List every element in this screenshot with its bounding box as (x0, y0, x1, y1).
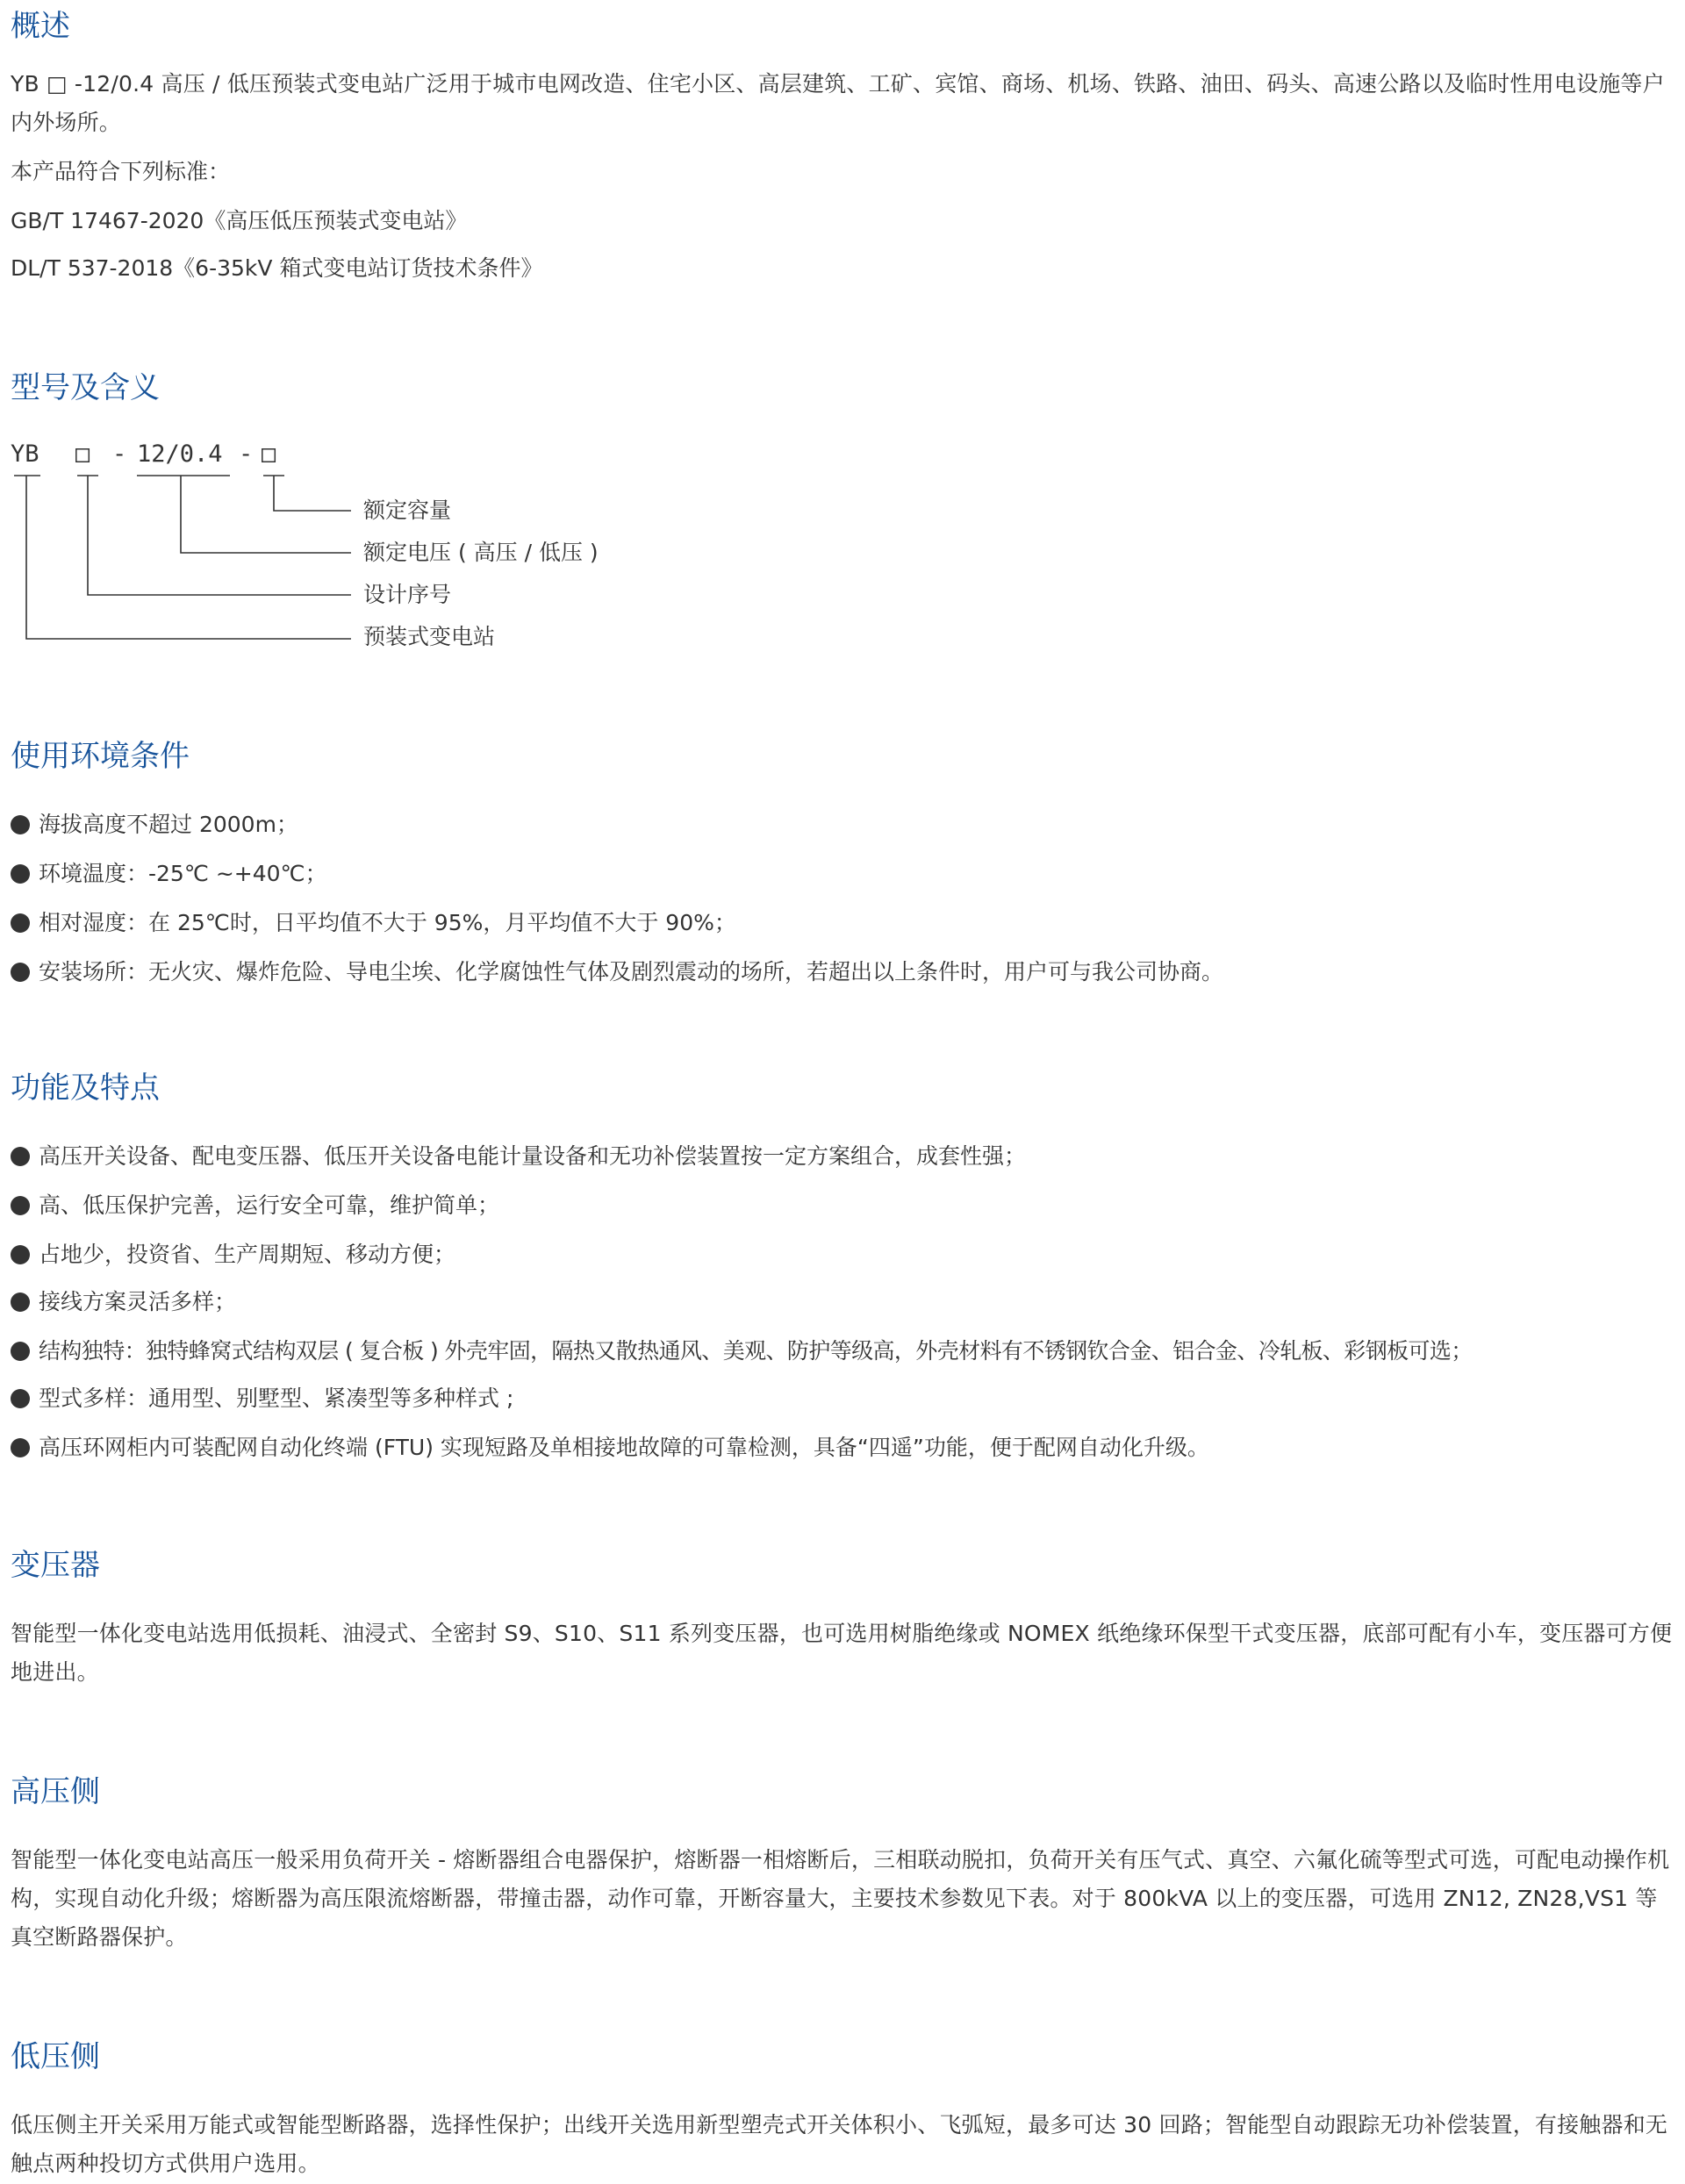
overview-heading: 概述 (11, 9, 70, 44)
bullet-dot-icon (11, 1438, 30, 1457)
feature-item-text: 高压环网柜内可装配网自动化终端 (FTU) 实现短路及单相接地故障的可靠检测，具备“四遥”功能，便于配网自动化升级。 (39, 1435, 1209, 1460)
overview-description: YB □ -12/0.4 高压 / 低压预装式变电站广泛用于城市电网改造、住宅小区、高层建筑、工矿、宾馆、商场、机场、铁路、油田、码头、高速公路以及临时性用电设施等户内外场所。 (11, 71, 1665, 135)
standard-item: DL/T 537-2018《6-35kV 箱式变电站订货技术条件》 (11, 255, 543, 281)
label-design-number: 设计序号 (363, 582, 452, 607)
feature-item-text: 高、低压保护完善，运行安全可靠，维护简单； (39, 1192, 500, 1218)
environment-item-text: 环境温度：-25℃ ~+40℃； (39, 861, 327, 886)
environment-item (11, 855, 327, 893)
feature-item (11, 1283, 236, 1321)
environment-item-text: 相对湿度：在 25℃时，日平均值不大于 95%，月平均值不大于 90%； (39, 910, 736, 935)
bullet-dot-icon (11, 1196, 30, 1215)
feature-item-text: 占地少，投资省、生产周期短、移动方便； (39, 1242, 456, 1267)
bullet-dot-icon (11, 864, 30, 884)
high-voltage-heading: 高压侧 (11, 1774, 100, 1809)
bullet-dot-icon (11, 815, 30, 834)
feature-item-text: 型式多样：通用型、别墅型、紧凑型等多种样式 ; (39, 1386, 514, 1411)
standard-item: GB/T 17467-2020《高压低压预装式变电站》 (11, 208, 468, 233)
feature-item-text: 结构独特：独特蜂窝式结构双层 ( 复合板 ) 外壳牢固，隔热又散热通风、美观、防护等级高，外壳材料有不锈钢钦合金、铝合金、冷轧板、彩钢板可选； (39, 1338, 1473, 1364)
model-heading: 型号及含义 (11, 370, 160, 405)
model-meaning-diagram (0, 465, 369, 649)
bullet-dot-icon (11, 1245, 30, 1264)
bullet-dot-icon (11, 1292, 30, 1312)
environment-heading: 使用环境条件 (11, 739, 190, 774)
environment-item-text: 安装场所：无火灾、爆炸危险、导电尘埃、化学腐蚀性气体及剧烈震动的场所，若超出以上条件时，用户可与我公司协商。 (39, 959, 1224, 985)
label-rated-voltage: 额定电压 ( 高压 / 低压 ) (363, 540, 599, 565)
features-heading: 功能及特点 (11, 1071, 160, 1106)
model-code-dash: - (239, 440, 254, 468)
low-voltage-heading: 低压侧 (11, 2039, 100, 2074)
feature-item (11, 1186, 499, 1225)
model-code-dash: - (112, 440, 127, 468)
connector-prefix (26, 476, 351, 639)
feature-item (11, 1429, 1209, 1467)
standards-intro: 本产品符合下列标准： (11, 159, 231, 184)
model-code-prefix: YB (11, 440, 39, 468)
bullet-dot-icon (11, 1389, 30, 1408)
bullet-dot-icon (11, 1147, 30, 1166)
model-code-voltage: 12/0.4 (137, 440, 223, 468)
connector-capacity (274, 476, 351, 511)
feature-item-text: 接线方案灵活多样； (39, 1289, 237, 1314)
feature-item-text: 高压开关设备、配电变压器、低压开关设备电能计量设备和无功补偿装置按一定方案组合，成套性强； (39, 1143, 1027, 1169)
environment-item-text: 海拔高度不超过 2000m； (39, 812, 298, 837)
transformer-heading: 变压器 (11, 1548, 100, 1583)
feature-item (11, 1379, 513, 1418)
model-code-design: □ (75, 440, 90, 468)
feature-item (11, 1235, 455, 1274)
high-voltage-text: 智能型一体化变电站高压一般采用负荷开关 - 熔断器组合电器保护，熔断器一相熔断后，三相联动脱扣，负荷开关有压气式、真空、六氟化硫等型式可选，可配电动操作机构，实现自动化升级；熔断器为高压限流熔断器，带撞击器，动作可靠，开断容量大，主要技术参数见下表。对于 800kVA 以上的变压器，可选用 ZN12, ZN28,VS1 等真空断路器保护。 (11, 1847, 1670, 1950)
feature-item (11, 1137, 1026, 1176)
connector-voltage (181, 476, 351, 553)
transformer-text: 智能型一体化变电站选用低损耗、油浸式、全密封 S9、S10、S11 系列变压器，也可选用树脂绝缘或 NOMEX 纸绝缘环保型干式变压器，底部可配有小车，变压器可方便地进出。 (11, 1621, 1673, 1685)
model-diagram-lines (14, 476, 351, 639)
environment-item (11, 953, 1223, 992)
low-voltage-text: 低压侧主开关采用万能式或智能型断路器，选择性保护；出线开关选用新型塑壳式开关体积小、飞弧短，最多可达 30 回路；智能型自动跟踪无功补偿装置，有接触器和无触点两种投切方式供用户选用。 (11, 2112, 1668, 2176)
bullet-dot-icon (11, 913, 30, 933)
environment-item (11, 904, 736, 942)
label-prefabricated-substation: 预装式变电站 (363, 624, 496, 649)
connector-design (88, 476, 351, 595)
label-rated-capacity: 额定容量 (363, 498, 452, 523)
model-code-capacity: □ (262, 440, 276, 468)
feature-item (11, 1332, 1473, 1371)
bullet-dot-icon (11, 963, 30, 982)
bullet-dot-icon (11, 1342, 30, 1361)
environment-item (11, 806, 298, 844)
